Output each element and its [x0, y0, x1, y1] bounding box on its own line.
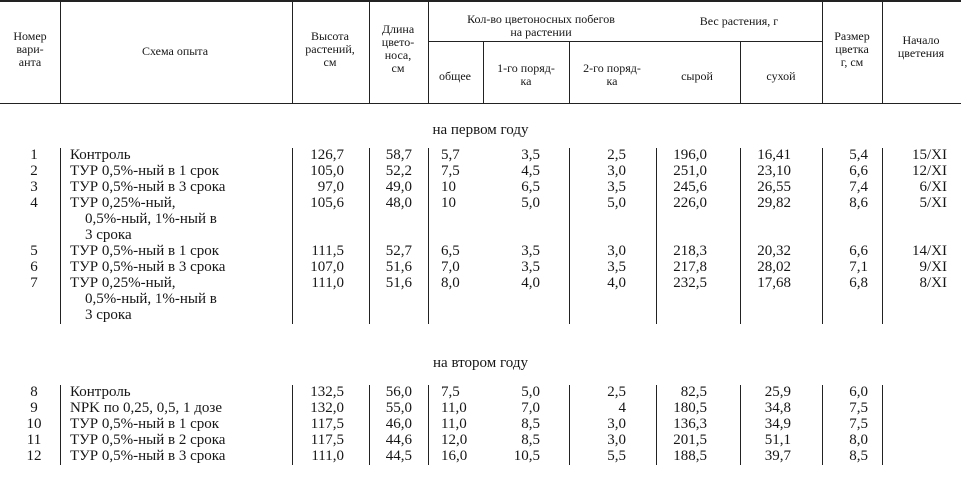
table-row: [0, 384, 961, 400]
weight-fresh-cell: 232,5: [673, 275, 707, 291]
scheme-line: 3 срока: [85, 307, 132, 323]
shoots-first-cell: 6,5: [521, 179, 540, 195]
bloom-start-cell: 15/XI: [912, 147, 947, 163]
shoots-first-cell: 5,0: [521, 195, 540, 211]
shoots-total-cell: 10: [441, 195, 456, 211]
header-bloom-start-line: Начало: [902, 33, 940, 47]
header-flower-size-line: Размер: [834, 29, 870, 43]
rule-vertical: [822, 385, 823, 465]
shoots-second-cell: 3,0: [607, 243, 626, 259]
header-shoots-first-line: 1-го поряд-: [497, 61, 555, 75]
shoots-total-cell: 11,0: [441, 416, 467, 432]
header-flower-size-line: цветка: [835, 42, 869, 56]
stalk-cell: 55,0: [385, 400, 412, 416]
header-variant-line: вари-: [16, 42, 44, 56]
shoots-second-cell: 2,5: [607, 147, 626, 163]
scheme-cell: [70, 416, 288, 432]
height-cell: 105,6: [310, 195, 344, 211]
section-title: на втором году: [433, 355, 528, 371]
scheme-line: ТУР 0,5%-ный в 1 срок: [70, 243, 220, 259]
flower-size-cell: 7,5: [849, 400, 868, 416]
stalk-cell: 49,0: [385, 179, 412, 195]
weight-dry-cell: 16,41: [757, 147, 791, 163]
height-cell: 111,0: [311, 275, 344, 291]
shoots-second-cell: 3,0: [607, 416, 626, 432]
header-variant-line: Номер: [13, 29, 47, 43]
scheme-cell: [70, 384, 288, 400]
scheme-line: ТУР 0,5%-ный в 3 срока: [70, 448, 226, 464]
shoots-second-cell: 4: [618, 400, 626, 416]
scheme-line: 3 срока: [85, 227, 132, 243]
table-row: [0, 416, 961, 432]
variant-number-cell: 10: [26, 416, 42, 432]
header-weight-fresh: [656, 70, 738, 83]
header-stalk: [370, 23, 426, 75]
rule-vertical: [60, 148, 61, 324]
height-cell: 105,0: [310, 163, 344, 179]
weight-dry-cell: 17,68: [757, 275, 791, 291]
shoots-first-cell: 3,5: [521, 259, 540, 275]
shoots-first-cell: 8,5: [521, 416, 540, 432]
rule-vertical: [428, 148, 429, 324]
shoots-second-cell: 5,0: [607, 195, 626, 211]
variant-number-cell: 12: [26, 448, 42, 464]
shoots-second-cell: 3,0: [607, 432, 626, 448]
shoots-total-cell: 7,5: [441, 163, 460, 179]
variant-number-cell: 7: [30, 275, 38, 291]
flower-size-cell: 8,5: [849, 448, 868, 464]
table-row: [0, 432, 961, 448]
scheme-line: Контроль: [70, 384, 131, 400]
shoots-second-cell: 3,5: [607, 259, 626, 275]
header-shoots-second: [570, 62, 654, 88]
weight-dry-cell: 20,32: [757, 243, 791, 259]
rule-vertical: [369, 385, 370, 465]
header-height: [293, 30, 367, 69]
shoots-total-cell: 10: [441, 179, 456, 195]
height-cell: 126,7: [310, 147, 344, 163]
stalk-cell: 46,0: [385, 416, 412, 432]
scheme-line: ТУР 0,5%-ный в 2 срока: [70, 432, 226, 448]
weight-dry-cell: 34,8: [764, 400, 791, 416]
table-row: [0, 275, 961, 323]
shoots-second-cell: 4,0: [607, 275, 626, 291]
rule-vertical: [428, 0, 429, 103]
height-cell: 97,0: [317, 179, 344, 195]
weight-dry-cell: 23,10: [757, 163, 791, 179]
shoots-total-cell: 7,0: [441, 259, 460, 275]
height-cell: 107,0: [310, 259, 344, 275]
table-row: [0, 400, 961, 416]
shoots-first-cell: 5,0: [521, 384, 540, 400]
flower-size-cell: 6,6: [849, 163, 868, 179]
stalk-cell: 44,5: [385, 448, 412, 464]
flower-size-cell: 6,8: [849, 275, 868, 291]
header-shoots-first-line: ка: [520, 74, 532, 88]
variant-number-cell: 4: [30, 195, 38, 211]
rule-vertical: [882, 0, 883, 103]
stalk-cell: 51,6: [385, 259, 412, 275]
table-row: [0, 179, 961, 195]
weight-fresh-cell: 180,5: [673, 400, 707, 416]
height-cell: 132,5: [310, 384, 344, 400]
stalk-cell: 56,0: [385, 384, 412, 400]
header-shoots-group-line: Кол-во цветоносных побегов: [467, 12, 615, 26]
table-row: [0, 147, 961, 163]
bloom-start-cell: 14/XI: [912, 243, 947, 259]
weight-fresh-cell: 217,8: [673, 259, 707, 275]
header-shoots-total: [428, 70, 482, 83]
variant-number-cell: 1: [30, 147, 38, 163]
flower-size-cell: 6,6: [849, 243, 868, 259]
variant-number-cell: 3: [30, 179, 38, 195]
shoots-first-cell: 4,5: [521, 163, 540, 179]
variant-number-cell: 6: [30, 259, 38, 275]
weight-dry-cell: 25,9: [764, 384, 791, 400]
shoots-total-cell: 7,5: [441, 384, 460, 400]
rule-vertical: [292, 148, 293, 324]
height-cell: 111,5: [311, 243, 344, 259]
weight-dry-cell: 29,82: [757, 195, 791, 211]
header-stalk-line: см: [391, 61, 405, 75]
scheme-line: NPK по 0,25, 0,5, 1 дозе: [70, 400, 222, 416]
weight-dry-cell: 39,7: [764, 448, 791, 464]
height-cell: 117,5: [310, 432, 344, 448]
shoots-second-cell: 5,5: [607, 448, 626, 464]
shoots-total-cell: 11,0: [441, 400, 467, 416]
scheme-line: Контроль: [70, 147, 131, 163]
section-title: на первом году: [432, 122, 529, 138]
shoots-second-cell: 2,5: [607, 384, 626, 400]
rule-horizontal: [0, 103, 961, 104]
bloom-start-cell: 12/XI: [912, 163, 947, 179]
scheme-line: ТУР 0,5%-ный в 1 срок: [70, 163, 220, 179]
table-row: [0, 243, 961, 259]
stalk-cell: 44,6: [385, 432, 412, 448]
header-scheme-line: Схема опыта: [141, 44, 209, 58]
rule-vertical: [369, 148, 370, 324]
header-scheme: [60, 45, 290, 58]
weight-fresh-cell: 251,0: [673, 163, 707, 179]
bloom-start-cell: 6/XI: [919, 179, 947, 195]
stalk-cell: 52,7: [385, 243, 412, 259]
height-cell: 117,5: [310, 416, 344, 432]
flower-size-cell: 7,1: [849, 259, 868, 275]
weight-dry-cell: 26,55: [757, 179, 791, 195]
header-bloom-start: [882, 34, 960, 60]
scheme-cell: [70, 147, 288, 163]
weight-dry-cell: 34,9: [764, 416, 791, 432]
scheme-cell: [70, 195, 288, 243]
scheme-line: ТУР 0,5%-ный в 3 срока: [70, 179, 226, 195]
header-weight-fresh-line: сырой: [681, 69, 713, 83]
rule-vertical: [656, 385, 657, 465]
scheme-line: ТУР 0,5%-ный в 3 срока: [70, 259, 226, 275]
rule-vertical: [60, 385, 61, 465]
variant-number-cell: 2: [30, 163, 38, 179]
header-variant: [0, 30, 60, 69]
shoots-first-cell: 4,0: [521, 275, 540, 291]
rule-horizontal: [428, 41, 822, 42]
scheme-line: ТУР 0,5%-ный в 1 срок: [70, 416, 220, 432]
scheme-cell: [70, 243, 288, 259]
shoots-second-cell: 3,5: [607, 179, 626, 195]
scheme-cell: [70, 179, 288, 195]
header-weight-dry: [740, 70, 822, 83]
shoots-total-cell: 16,0: [441, 448, 468, 464]
header-stalk-line: Длина: [381, 22, 415, 36]
header-weight-group-line: Вес растения, г: [699, 14, 779, 28]
scheme-cell: [70, 259, 288, 275]
table-row: [0, 195, 961, 243]
scheme-cell: [70, 400, 288, 416]
flower-size-cell: 8,0: [849, 432, 868, 448]
header-shoots-second-line: ка: [606, 74, 618, 88]
shoots-total-cell: 5,7: [441, 147, 460, 163]
rule-vertical: [740, 148, 741, 324]
scheme-cell: [70, 448, 288, 464]
weight-fresh-cell: 188,5: [673, 448, 707, 464]
header-shoots-total-line: общее: [439, 69, 471, 83]
rule-vertical: [292, 0, 293, 103]
header-weight-group: [656, 15, 822, 28]
rule-vertical: [882, 385, 883, 465]
shoots-total-cell: 8,0: [441, 275, 460, 291]
height-cell: 111,0: [311, 448, 344, 464]
shoots-first-cell: 7,0: [521, 400, 540, 416]
header-weight-dry-line: сухой: [766, 69, 796, 83]
table-row: [0, 163, 961, 179]
scheme-cell: [70, 275, 288, 323]
weight-fresh-cell: 136,3: [673, 416, 707, 432]
shoots-first-cell: 3,5: [521, 147, 540, 163]
rule-vertical: [569, 385, 570, 465]
weight-fresh-cell: 226,0: [673, 195, 707, 211]
shoots-total-cell: 6,5: [441, 243, 460, 259]
shoots-second-cell: 3,0: [607, 163, 626, 179]
shoots-first-cell: 8,5: [521, 432, 540, 448]
flower-size-cell: 7,4: [849, 179, 868, 195]
stalk-cell: 52,2: [385, 163, 412, 179]
header-stalk-line: носа,: [384, 48, 412, 62]
rule-vertical: [569, 148, 570, 324]
stalk-cell: 48,0: [385, 195, 412, 211]
weight-fresh-cell: 218,3: [673, 243, 707, 259]
rule-vertical: [569, 42, 570, 103]
header-shoots-group: [428, 13, 654, 39]
table-row: [0, 259, 961, 275]
rule-vertical: [483, 42, 484, 103]
variant-number-cell: 8: [30, 384, 38, 400]
weight-fresh-cell: 245,6: [673, 179, 707, 195]
rule-vertical: [740, 385, 741, 465]
weight-fresh-cell: 196,0: [673, 147, 707, 163]
header-bloom-start-line: цветения: [897, 46, 945, 60]
table-row: [0, 448, 961, 464]
shoots-total-cell: 12,0: [441, 432, 468, 448]
shoots-first-cell: 10,5: [513, 448, 540, 464]
bloom-start-cell: 5/XI: [919, 195, 947, 211]
scheme-cell: [70, 163, 288, 179]
header-height-line: Высота: [311, 29, 349, 43]
header-height-line: растений,: [305, 42, 355, 56]
weight-dry-cell: 28,02: [757, 259, 791, 275]
header-shoots-first: [484, 62, 568, 88]
weight-fresh-cell: 82,5: [680, 384, 707, 400]
variant-number-cell: 11: [26, 432, 42, 448]
header-height-line: см: [323, 55, 337, 69]
header-stalk-line: цвето-: [381, 35, 415, 49]
rule-vertical: [292, 385, 293, 465]
shoots-first-cell: 3,5: [521, 243, 540, 259]
scheme-line: 0,5%-ный, 1%-ный в: [85, 291, 217, 307]
weight-dry-cell: 51,1: [764, 432, 791, 448]
scheme-line: ТУР 0,25%-ный,: [70, 195, 176, 211]
height-cell: 132,0: [310, 400, 344, 416]
rule-vertical: [369, 0, 370, 103]
weight-fresh-cell: 201,5: [673, 432, 707, 448]
rule-vertical: [60, 0, 61, 103]
rule-vertical: [656, 148, 657, 324]
rule-vertical: [822, 0, 823, 103]
bloom-start-cell: 8/XI: [919, 275, 947, 291]
rule-horizontal: [0, 0, 961, 2]
header-flower-size-line: г, см: [840, 55, 864, 69]
stalk-cell: 51,6: [385, 275, 412, 291]
stalk-cell: 58,7: [385, 147, 412, 163]
flower-size-cell: 7,5: [849, 416, 868, 432]
scheme-cell: [70, 432, 288, 448]
variant-number-cell: 5: [30, 243, 38, 259]
flower-size-cell: 6,0: [849, 384, 868, 400]
header-shoots-group-line: на растении: [510, 25, 572, 39]
scheme-line: ТУР 0,25%-ный,: [70, 275, 176, 291]
header-shoots-second-line: 2-го поряд-: [583, 61, 641, 75]
variant-number-cell: 9: [30, 400, 38, 416]
flower-size-cell: 8,6: [849, 195, 868, 211]
bloom-start-cell: 9/XI: [919, 259, 947, 275]
scheme-line: 0,5%-ный, 1%-ный в: [85, 211, 217, 227]
rule-vertical: [740, 42, 741, 103]
header-variant-line: анта: [18, 55, 42, 69]
rule-vertical: [822, 148, 823, 324]
flower-size-cell: 5,4: [849, 147, 868, 163]
rule-vertical: [882, 148, 883, 324]
rule-vertical: [428, 385, 429, 465]
header-flower-size: [822, 30, 882, 69]
